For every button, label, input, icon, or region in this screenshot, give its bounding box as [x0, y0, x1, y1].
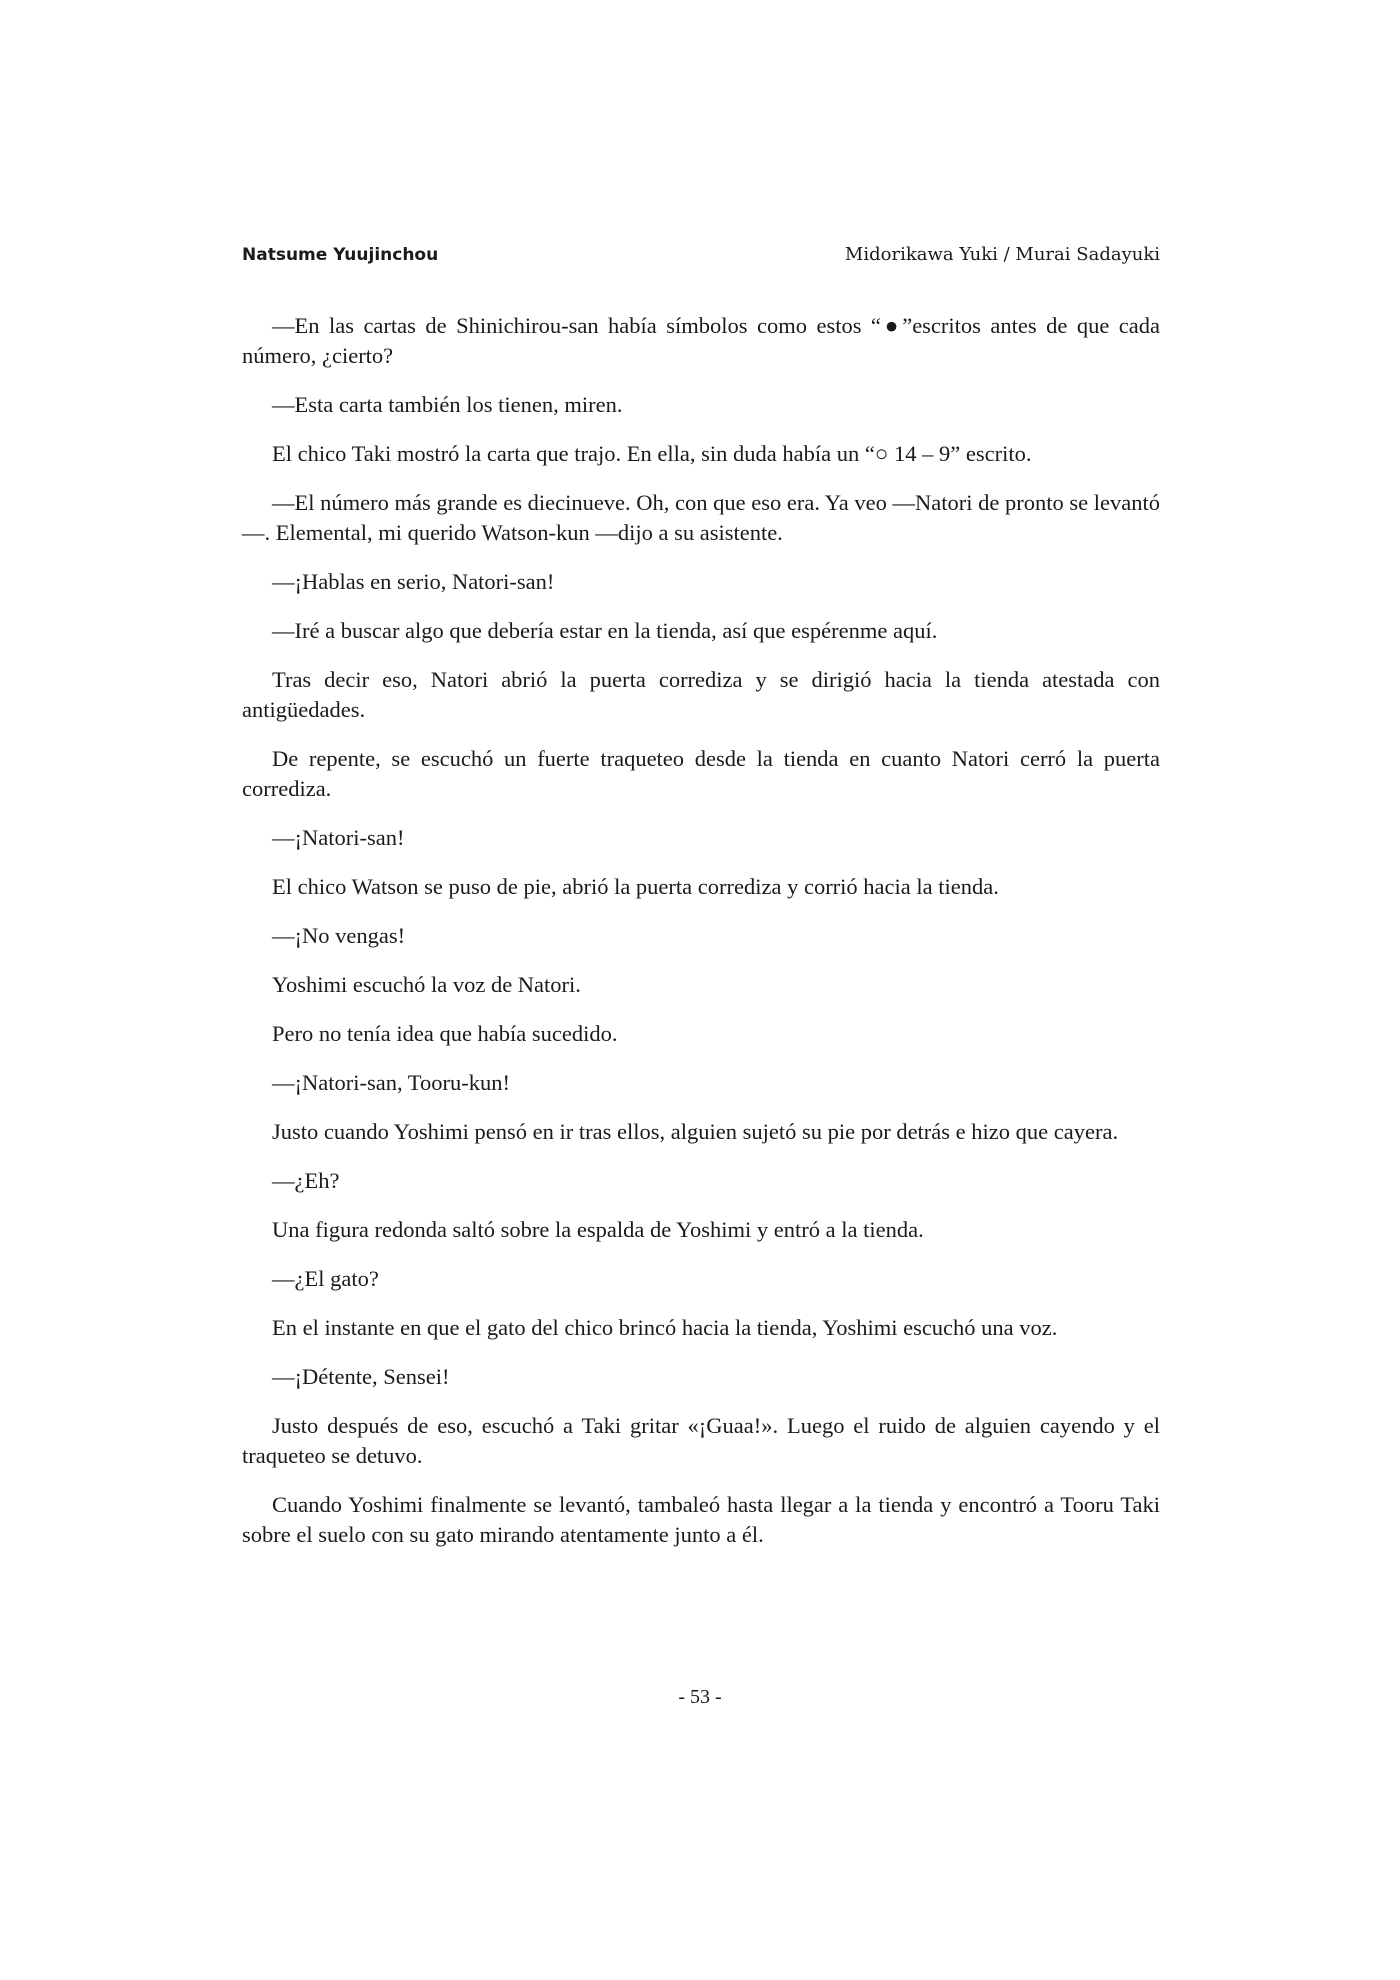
paragraph: —En las cartas de Shinichirou-san había símbolos como estos “●”escritos antes de que cada número, ¿cierto?	[242, 313, 1160, 368]
paragraph: Cuando Yoshimi finalmente se levantó, tambaleó hasta llegar a la tienda y encontró a Tooru Taki sobre el suelo con su gato mirando atentamente junto a él.	[242, 1492, 1160, 1547]
book-authors: Midorikawa Yuki / Murai Sadayuki	[844, 244, 1160, 265]
paragraph: —¡Natori-san, Tooru-kun!	[272, 1070, 510, 1095]
page-number: - 53 -	[678, 1686, 722, 1708]
paragraph: —El número más grande es diecinueve. Oh, con que eso era. Ya veo —Natori de pronto se levantó—. Elemental, mi querido Watson-kun —dijo a su asistente.	[242, 490, 1160, 545]
paragraph: —¡Détente, Sensei!	[272, 1364, 450, 1389]
book-title: Natsume Yuujinchou	[242, 245, 439, 265]
paragraph: Una figura redonda saltó sobre la espalda de Yoshimi y entró a la tienda.	[272, 1217, 924, 1242]
paragraph: —¡Hablas en serio, Natori-san!	[272, 569, 555, 594]
paragraph: —¡No vengas!	[272, 923, 406, 948]
paragraph: Yoshimi escuchó la voz de Natori.	[272, 972, 581, 997]
paragraph: Justo después de eso, escuchó a Taki gritar «¡Guaa!». Luego el ruido de alguien cayendo y el traqueteo se detuvo.	[242, 1413, 1160, 1468]
paragraph: —¡Natori-san!	[272, 825, 405, 850]
paragraph: Justo cuando Yoshimi pensó en ir tras ellos, alguien sujetó su pie por detrás e hizo que cayera.	[272, 1119, 1119, 1144]
paragraph: —¿El gato?	[272, 1266, 379, 1291]
paragraph: De repente, se escuchó un fuerte traqueteo desde la tienda en cuanto Natori cerró la puerta corrediza.	[242, 746, 1160, 801]
body-text	[242, 311, 1160, 1550]
paragraph: Pero no tenía idea que había sucedido.	[272, 1021, 618, 1046]
paragraph: El chico Watson se puso de pie, abrió la puerta corrediza y corrió hacia la tienda.	[272, 874, 999, 899]
book-page	[242, 244, 1160, 1569]
paragraph: En el instante en que el gato del chico brincó hacia la tienda, Yoshimi escuchó una voz.	[272, 1315, 1058, 1340]
paragraph: —Iré a buscar algo que debería estar en la tienda, así que espérenme aquí.	[272, 618, 938, 643]
paragraph: —Esta carta también los tienen, miren.	[272, 392, 623, 417]
paragraph: Tras decir eso, Natori abrió la puerta corrediza y se dirigió hacia la tienda atestada con antigüedades.	[242, 667, 1160, 722]
paragraph: El chico Taki mostró la carta que trajo. En ella, sin duda había un “○ 14 – 9” escrito.	[272, 441, 1032, 466]
paragraph: —¿Eh?	[272, 1168, 340, 1193]
running-header	[242, 244, 1160, 265]
